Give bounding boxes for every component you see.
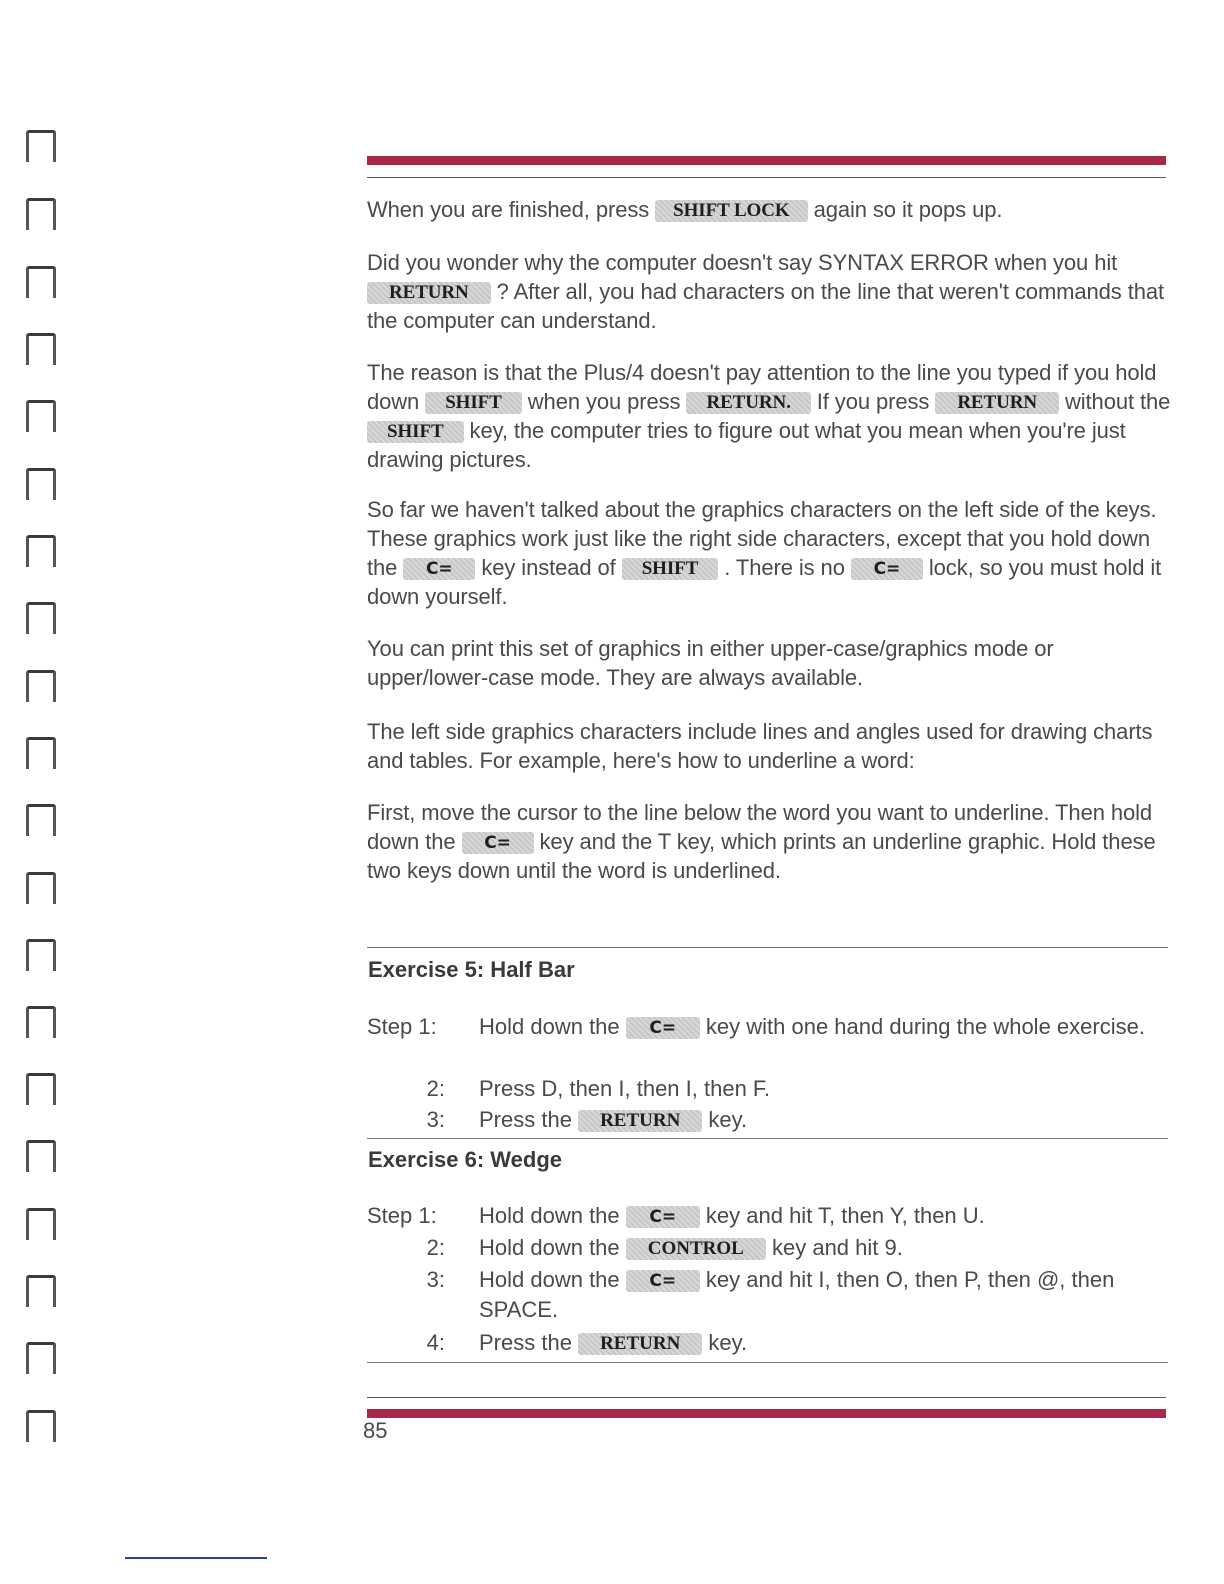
return-key: RETURN: [578, 1333, 702, 1355]
binding-ring: [26, 1410, 56, 1442]
paragraph-commodore-key: [367, 495, 1172, 611]
binding-ring: [26, 872, 56, 904]
text: lock, so you must hold it down yourself.: [367, 555, 1162, 609]
return-key: RETURN: [935, 392, 1059, 414]
text: When you are finished, press: [367, 197, 650, 222]
step-text: [479, 1328, 1169, 1358]
paragraph-left-side-graphics: [367, 717, 1172, 775]
paragraph-shift-lock: [367, 195, 1172, 224]
binding-ring: [26, 130, 56, 162]
binding-ring: [26, 535, 56, 567]
text: First, move the cursor to the line below the word you want to underline. Then hold down the: [367, 800, 1153, 854]
text: Hold down the: [479, 1267, 620, 1292]
step-text: [479, 1265, 1169, 1325]
step-label: 4:: [426, 1330, 445, 1355]
control-key: CONTROL: [626, 1238, 766, 1260]
commodore-key: C=: [403, 558, 475, 580]
exercise-5-title: Exercise 5: Half Bar: [368, 957, 575, 982]
text: Press the: [479, 1330, 572, 1355]
binding-ring: [26, 804, 56, 836]
binding-ring: [26, 266, 56, 298]
binding-ring: [26, 1140, 56, 1172]
text: Did you wonder why the computer doesn't say SYNTAX ERROR when you hit: [367, 250, 1118, 275]
scan-artifact-line: [125, 1557, 267, 1559]
text: key and hit T, then Y, then U.: [705, 1203, 985, 1228]
commodore-key: C=: [851, 558, 923, 580]
exercise-6-title: Exercise 6: Wedge: [368, 1147, 563, 1172]
binding-ring: [26, 1275, 56, 1307]
commodore-key: C=: [626, 1017, 700, 1039]
text: again so it pops up.: [813, 197, 1003, 222]
text: Hold down the: [479, 1203, 620, 1228]
binding-ring: [26, 737, 56, 769]
step-text: [479, 1201, 1169, 1231]
step-label: 2:: [426, 1235, 445, 1260]
step-label: 2:: [426, 1076, 445, 1101]
text: key.: [708, 1107, 748, 1132]
return-key: RETURN: [367, 282, 491, 304]
binding-ring: [26, 1208, 56, 1240]
return-key: RETURN.: [686, 392, 810, 414]
step-label: Step 1:: [367, 1203, 437, 1228]
text: Hold down the: [479, 1014, 620, 1039]
exercise-divider: [367, 947, 1168, 948]
shift-lock-key: SHIFT LOCK: [655, 200, 807, 222]
step-text: [479, 1233, 1169, 1263]
text: The reason is that the Plus/4 doesn't pay attention to the line you typed if you hold down: [367, 360, 1157, 414]
header-accent-rule: [367, 156, 1166, 165]
step-label: Step 1:: [367, 1014, 437, 1039]
shift-key: SHIFT: [367, 421, 464, 443]
header-thin-rule: [367, 177, 1166, 178]
text: . There is no: [724, 555, 845, 580]
footer-accent-rule: [367, 1409, 1166, 1418]
binding-ring: [26, 939, 56, 971]
text: key, the computer tries to figure out what you mean when you're just drawing pictures.: [367, 418, 1126, 472]
shift-key: SHIFT: [622, 558, 719, 580]
step-text: [479, 1105, 1169, 1135]
page-number: 85: [363, 1418, 388, 1443]
step-label: 3:: [426, 1107, 445, 1132]
step-label: 3:: [426, 1267, 445, 1292]
paragraph-graphics-modes: [367, 634, 1172, 692]
text: key with one hand during the whole exercise.: [705, 1014, 1145, 1039]
binding-ring: [26, 400, 56, 432]
text: You can print this set of graphics in either upper-case/graphics mode or upper/lower-case mode. They are always available.: [367, 636, 1054, 690]
binding-ring: [26, 1073, 56, 1105]
text: key.: [708, 1330, 748, 1355]
text: So far we haven't talked about the graphics characters on the left side of the keys. These graphics work just like the right side characters, except that you hold down the: [367, 497, 1157, 580]
step-text: [479, 1012, 1169, 1042]
text: when you press: [527, 389, 681, 414]
text: Press D, then I, then I, then F.: [479, 1076, 771, 1101]
return-key: RETURN: [578, 1110, 702, 1132]
text: key and hit 9.: [771, 1235, 903, 1260]
binding-ring: [26, 602, 56, 634]
paragraph-syntax-error: [367, 248, 1172, 335]
binding-ring: [26, 1006, 56, 1038]
exercise-divider: [367, 1138, 1168, 1139]
commodore-key: C=: [626, 1206, 700, 1228]
commodore-key: C=: [626, 1270, 700, 1292]
text: Press the: [479, 1107, 572, 1132]
binding-ring: [26, 1342, 56, 1374]
commodore-key: C=: [462, 832, 534, 854]
binding-ring: [26, 468, 56, 500]
exercise-divider: [367, 1362, 1168, 1363]
text: without the: [1064, 389, 1171, 414]
text: ? After all, you had characters on the line that weren't commands that the computer can understand.: [367, 279, 1165, 333]
binding-ring: [26, 333, 56, 365]
binding-ring: [26, 198, 56, 230]
text: Hold down the: [479, 1235, 620, 1260]
footer-thin-rule: [367, 1397, 1166, 1398]
text: If you press: [816, 389, 930, 414]
step-text: [479, 1074, 1169, 1104]
text: key instead of: [481, 555, 616, 580]
paragraph-shift-return: [367, 358, 1172, 474]
shift-key: SHIFT: [425, 392, 522, 414]
binding-ring: [26, 670, 56, 702]
paragraph-underline: [367, 798, 1172, 885]
text: key and the T key, which prints an underline graphic. Hold these two keys down until the word is underlined.: [367, 829, 1156, 883]
text: The left side graphics characters include lines and angles used for drawing charts and tables. For example, here's how to underline a word:: [367, 719, 1153, 773]
text: key and hit I, then O, then P, then @, then SPACE.: [479, 1267, 1115, 1322]
